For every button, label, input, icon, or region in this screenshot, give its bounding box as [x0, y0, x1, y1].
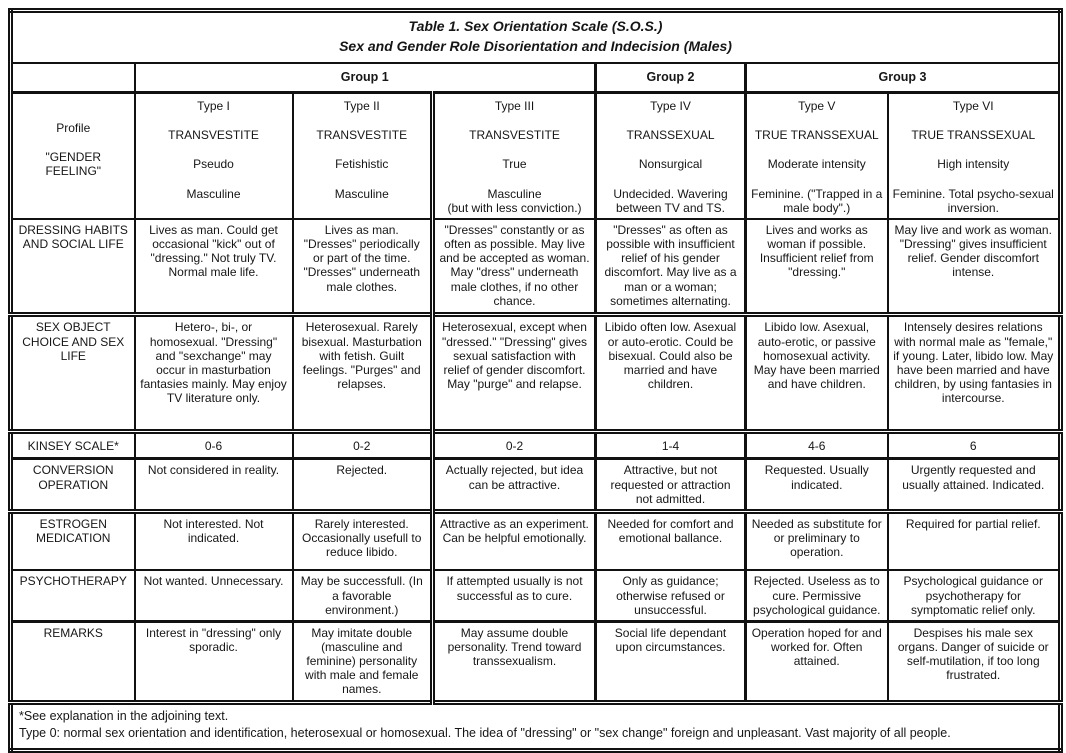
table-subtitle: Sex and Gender Role Disorientation and Indecision (Males): [339, 38, 732, 55]
type-header-1: [135, 93, 293, 219]
table-cell: 1-4: [596, 432, 746, 459]
row-estrogen-medication: [11, 511, 1061, 570]
table-cell: Rarely interested. Occasionally usefull to reduce libido.: [293, 511, 433, 570]
table-cell: Lives as man. "Dresses" periodically or part of the time. "Dresses" underneath male clothes.: [293, 219, 433, 315]
type-feeling-line1: Undecided. Wavering between TV and TS.: [613, 186, 728, 215]
type-feeling: [439, 187, 590, 215]
table-cell: 6: [888, 432, 1061, 459]
row-label-sex-object-choice: SEX OBJECT CHOICE AND SEX LIFE: [11, 315, 135, 432]
type-category: TRANSVESTITE: [469, 128, 560, 143]
row-kinsey-scale: [11, 432, 1061, 459]
table-cell: "Dresses" constantly or as often as possible. May live and be accepted as woman. May "dress" underneath male clothes, if no other chance.: [433, 219, 596, 315]
type-header-2: [293, 93, 433, 219]
table-cell: Libido low. Asexual, auto-erotic, or passive homosexual activity. May have been married and have children.: [746, 315, 888, 432]
table-cell: Actually rejected, but idea can be attractive.: [433, 459, 596, 511]
row-label-conversion-operation: CONVERSION OPERATION: [11, 459, 135, 511]
table-cell: Despises his male sex organs. Danger of suicide or self-mutilation, if too long frustrated.: [888, 621, 1061, 702]
type-feeling: [601, 187, 740, 215]
corner-cell: [11, 63, 135, 93]
row-label-profile: [11, 93, 135, 219]
table-cell: Libido often low. Asexual or auto-erotic. Could be bisexual. Could also be married and have children.: [596, 315, 746, 432]
table-cell: May live and work as woman. "Dressing" gives insufficient relief. Gender discomfort intense.: [888, 219, 1061, 315]
table-cell: Social life dependant upon circumstances.: [596, 621, 746, 702]
type-subtype: Moderate intensity: [767, 157, 866, 172]
table-cell: Attractive, but not requested or attraction not admitted.: [596, 459, 746, 511]
table-cell: Rejected.: [293, 459, 433, 511]
type-header-5: [746, 93, 888, 219]
type-feeling-line1: Masculine: [487, 186, 542, 201]
table-cell: Operation hoped for and worked for. Often attained.: [746, 621, 888, 702]
group-1-header: Group 1: [135, 63, 596, 93]
table-cell: Lives as man. Could get occasional "kick" out of "dressing." Not truly TV. Normal male life.: [135, 219, 293, 315]
table-cell: Heterosexual. Rarely bisexual. Masturbation with fetish. Guilt feelings. "Purges" and relapses.: [293, 315, 433, 432]
table-cell: Psychological guidance or psychotherapy for symptomatic relief only.: [888, 570, 1061, 621]
type-feeling-line1: Feminine. ("Trapped in a male body".): [751, 186, 883, 215]
table-cell: Only as guidance; otherwise refused or unsuccessful.: [596, 570, 746, 621]
group-2-header: Group 2: [596, 63, 746, 93]
table-cell: Interest in "dressing" only sporadic.: [135, 621, 293, 702]
row-label-dressing-habits: DRESSING HABITS AND SOCIAL LIFE: [11, 219, 135, 315]
table-cell: Not considered in reality.: [135, 459, 293, 511]
table-cell: If attempted usually is not successful as to cure.: [433, 570, 596, 621]
row-psychotherapy: [11, 570, 1061, 621]
row-label-kinsey-scale: KINSEY SCALE*: [11, 432, 135, 459]
table-cell: May imitate double (masculine and feminine) personality with male and female names.: [293, 621, 433, 702]
type-feeling: [298, 187, 427, 201]
row-label-psychotherapy: PSYCHOTHERAPY: [11, 570, 135, 621]
table-cell: Attractive as an experiment. Can be helpful emotionally.: [433, 511, 596, 570]
row-remarks: [11, 621, 1061, 702]
type-label: Type V: [798, 99, 836, 114]
row-sex-object-choice: [11, 315, 1061, 432]
table-cell: "Dresses" as often as possible with insufficient relief of his gender discomfort. May live as a man or a woman; sometimes alternating.: [596, 219, 746, 315]
sos-table: [8, 8, 1063, 753]
type-label: Type IV: [650, 99, 691, 114]
table-cell: 0-2: [433, 432, 596, 459]
table-cell: Requested. Usually indicated.: [746, 459, 888, 511]
table-cell: 4-6: [746, 432, 888, 459]
table-title: Table 1. Sex Orientation Scale (S.O.S.): [408, 18, 663, 34]
table-cell: Urgently requested and usually attained. Indicated.: [888, 459, 1061, 511]
table-cell: Hetero-, bi-, or homosexual. "Dressing" and "sexchange" may occur in masturbation fantasies mainly. May enjoy TV literature only.: [135, 315, 293, 432]
table-cell: Not wanted. Unnecessary.: [135, 570, 293, 621]
profile-label-line2: "GENDER FEELING": [45, 150, 102, 179]
type-category: TRANSSEXUAL: [626, 128, 715, 143]
type-label: Type III: [494, 99, 535, 114]
table-cell: May be successfull. (In a favorable environment.): [293, 570, 433, 621]
row-label-estrogen-medication: ESTROGEN MEDICATION: [11, 511, 135, 570]
footnote-row: [11, 702, 1061, 750]
footnote-asterisk: *See explanation in the adjoining text.: [19, 708, 229, 723]
type-subtype: True: [502, 157, 527, 172]
type-header-3: [433, 93, 596, 219]
type-feeling-line1: Masculine: [186, 186, 241, 201]
type-feeling: [751, 187, 883, 215]
type-subtype: High intensity: [937, 157, 1010, 172]
footnote-type0: Type 0: normal sex orientation and identification, heterosexual or homosexual. The idea of "dressing" or "sex change" foreign and unpleasant. Vast majority of all people.: [19, 726, 951, 741]
type-subtype: Nonsurgical: [638, 157, 703, 172]
table-cell: Intensely desires relations with normal male as "female," if young. Later, libido low. May have been married and have children, by using fantasies in intercourse.: [888, 315, 1061, 432]
type-subtype: Pseudo: [193, 157, 234, 172]
row-conversion-operation: [11, 459, 1061, 511]
type-header-6: [888, 93, 1061, 219]
table-cell: 0-2: [293, 432, 433, 459]
type-label: Type I: [197, 99, 230, 114]
profile-row: [11, 93, 1061, 219]
table-cell: Lives and works as woman if possible. Insufficient relief from "dressing.": [746, 219, 888, 315]
table-cell: Needed as substitute for or preliminary to operation.: [746, 511, 888, 570]
table-cell: May assume double personality. Trend toward transsexualism.: [433, 621, 596, 702]
type-label: Type VI: [952, 99, 994, 114]
table-cell: Rejected. Useless as to cure. Permissive psychological guidance.: [746, 570, 888, 621]
group-header-row: [11, 63, 1061, 93]
row-dressing-habits: [11, 219, 1061, 315]
table-cell: Not interested. Not indicated.: [135, 511, 293, 570]
type-category: TRUE TRANSSEXUAL: [911, 128, 1036, 143]
title-row: [11, 11, 1061, 63]
type-header-4: [596, 93, 746, 219]
type-subtype: Fetishistic: [335, 157, 389, 172]
group-3-header: Group 3: [746, 63, 1061, 93]
footnote-cell: [11, 702, 1061, 750]
table-cell: Needed for comfort and emotional ballance.: [596, 511, 746, 570]
type-category: TRANSVESTITE: [316, 128, 408, 143]
profile-label-line1: Profile: [56, 120, 91, 135]
type-feeling-line1: Masculine: [334, 186, 389, 201]
type-feeling-line2: (but with less conviction.): [447, 200, 582, 215]
type-feeling: [140, 187, 288, 201]
type-feeling-line1: Feminine. Total psycho-sexual inversion.: [892, 186, 1054, 215]
type-category: TRANSVESTITE: [168, 128, 259, 143]
table-cell: 0-6: [135, 432, 293, 459]
type-feeling: [893, 187, 1055, 215]
type-category: TRUE TRANSSEXUAL: [754, 128, 879, 143]
row-label-remarks: REMARKS: [11, 621, 135, 702]
table-cell: Required for partial relief.: [888, 511, 1061, 570]
table-title-cell: [11, 11, 1061, 63]
table-cell: Heterosexual, except when "dressed." "Dressing" gives sexual satisfaction with relief of gender discomfort. May "purge" and relapse.: [433, 315, 596, 432]
type-label: Type II: [343, 99, 380, 114]
